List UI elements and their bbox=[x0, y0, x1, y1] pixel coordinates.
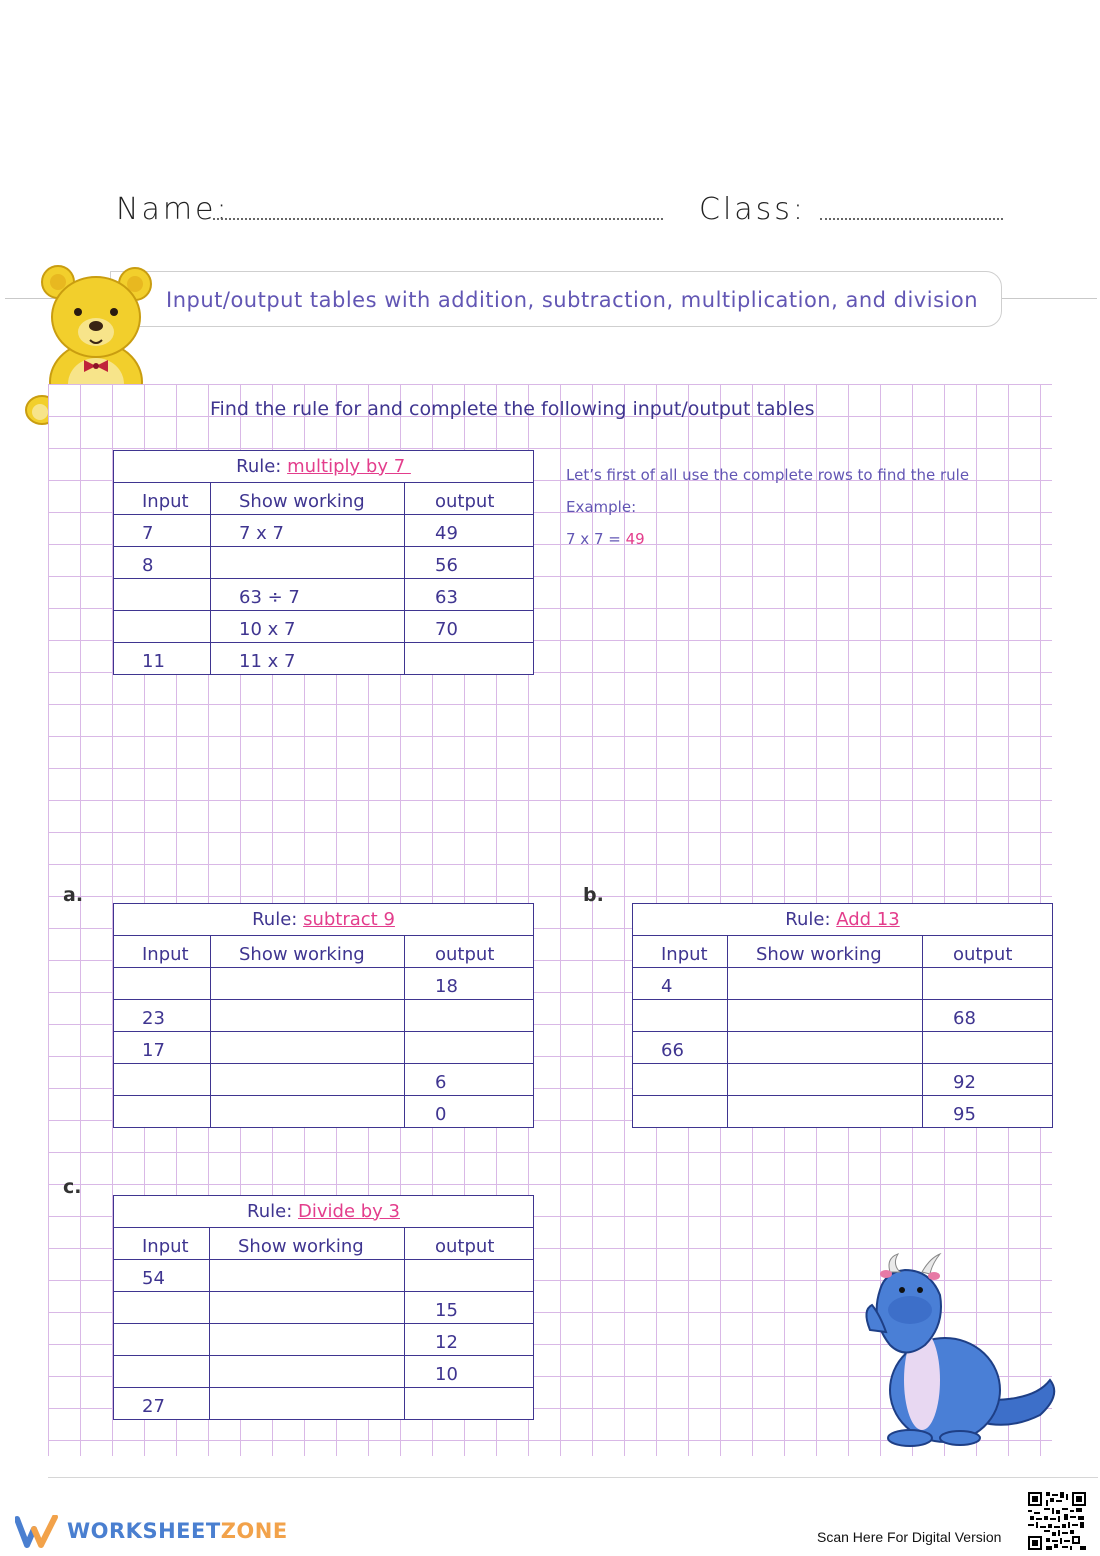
rule-prefix: Rule: bbox=[252, 908, 304, 930]
example-equation: 7 x 7 = bbox=[566, 530, 626, 548]
header-row bbox=[114, 483, 534, 515]
rule-value: Add 13 bbox=[836, 908, 900, 930]
table-row bbox=[114, 1260, 534, 1292]
footer-divider bbox=[48, 1477, 1098, 1478]
table-b bbox=[632, 903, 1053, 1128]
table-row bbox=[633, 1000, 1053, 1032]
input-cell[interactable] bbox=[633, 1000, 728, 1032]
working-cell[interactable] bbox=[211, 547, 405, 579]
working-cell[interactable] bbox=[728, 1000, 923, 1032]
working-cell: 10 x 7 bbox=[211, 611, 405, 643]
column-header-input: Input bbox=[114, 936, 211, 968]
input-cell: 54 bbox=[114, 1260, 210, 1292]
table-row bbox=[633, 968, 1053, 1000]
input-cell: 23 bbox=[114, 1000, 211, 1032]
header-row bbox=[114, 1228, 534, 1260]
output-cell: 10 bbox=[405, 1356, 534, 1388]
input-cell[interactable] bbox=[114, 1096, 211, 1128]
section-c-label: c. bbox=[63, 1176, 82, 1198]
working-cell[interactable] bbox=[211, 1064, 405, 1096]
example-table bbox=[113, 450, 534, 675]
working-cell[interactable] bbox=[211, 1032, 405, 1064]
output-cell[interactable] bbox=[923, 968, 1053, 1000]
rule-row bbox=[114, 904, 534, 936]
rule-value: Divide by 3 bbox=[298, 1200, 400, 1222]
table-row bbox=[114, 1000, 534, 1032]
table-a bbox=[113, 903, 534, 1128]
column-header-input: Input bbox=[633, 936, 728, 968]
working-cell[interactable] bbox=[211, 1000, 405, 1032]
input-cell: 27 bbox=[114, 1388, 210, 1420]
table-row bbox=[633, 1096, 1053, 1128]
column-header-working: Show working bbox=[211, 483, 405, 515]
working-cell[interactable] bbox=[210, 1324, 405, 1356]
scan-text: Scan Here For Digital Version bbox=[817, 1529, 1002, 1545]
header-row bbox=[114, 936, 534, 968]
output-cell: 56 bbox=[405, 547, 534, 579]
column-header-working: Show working bbox=[728, 936, 923, 968]
output-cell: 18 bbox=[405, 968, 534, 1000]
rule-cell bbox=[633, 904, 1053, 936]
worksheetzone-logo-icon bbox=[15, 1515, 61, 1549]
example-note-line3 bbox=[566, 530, 645, 548]
output-cell: 0 bbox=[405, 1096, 534, 1128]
output-cell: 68 bbox=[923, 1000, 1053, 1032]
input-cell: 66 bbox=[633, 1032, 728, 1064]
title-rule-right bbox=[1000, 298, 1097, 299]
table-row bbox=[114, 968, 534, 1000]
working-cell[interactable] bbox=[728, 1064, 923, 1096]
class-blank-line[interactable] bbox=[820, 218, 1003, 220]
input-cell[interactable] bbox=[114, 1324, 210, 1356]
working-cell[interactable] bbox=[210, 1388, 405, 1420]
output-cell: 92 bbox=[923, 1064, 1053, 1096]
column-header-working: Show working bbox=[211, 936, 405, 968]
table-row bbox=[114, 1388, 534, 1420]
instruction-text: Find the rule for and complete the following input/output tables bbox=[210, 398, 815, 420]
rule-prefix: Rule: bbox=[785, 908, 837, 930]
input-cell[interactable] bbox=[114, 1356, 210, 1388]
rule-cell bbox=[114, 1196, 534, 1228]
rule-row bbox=[114, 1196, 534, 1228]
input-cell[interactable] bbox=[114, 1064, 211, 1096]
table-row bbox=[633, 1032, 1053, 1064]
output-cell: 49 bbox=[405, 515, 534, 547]
input-cell[interactable] bbox=[114, 611, 211, 643]
worksheetzone-brand[interactable] bbox=[67, 1519, 288, 1543]
example-note-line2: Example: bbox=[566, 498, 637, 516]
input-cell: 7 bbox=[114, 515, 211, 547]
output-cell[interactable] bbox=[405, 1260, 534, 1292]
section-b-label: b. bbox=[583, 884, 604, 906]
section-a-label: a. bbox=[63, 884, 84, 906]
table-row bbox=[114, 1032, 534, 1064]
table-row bbox=[114, 547, 534, 579]
table-row bbox=[114, 1064, 534, 1096]
output-cell: 6 bbox=[405, 1064, 534, 1096]
output-cell: 70 bbox=[405, 611, 534, 643]
table-row bbox=[114, 1324, 534, 1356]
input-cell[interactable] bbox=[114, 579, 211, 611]
working-cell[interactable] bbox=[211, 968, 405, 1000]
input-cell: 17 bbox=[114, 1032, 211, 1064]
input-cell[interactable] bbox=[633, 1064, 728, 1096]
input-cell: 4 bbox=[633, 968, 728, 1000]
output-cell[interactable] bbox=[405, 643, 534, 675]
input-cell[interactable] bbox=[114, 968, 211, 1000]
output-cell[interactable] bbox=[405, 1388, 534, 1420]
table-row bbox=[633, 1064, 1053, 1096]
rule-value: multiply by 7 bbox=[287, 455, 411, 477]
rule-row bbox=[114, 451, 534, 483]
output-cell[interactable] bbox=[923, 1032, 1053, 1064]
input-cell[interactable] bbox=[633, 1096, 728, 1128]
table-row bbox=[114, 1096, 534, 1128]
qr-code-icon[interactable] bbox=[1028, 1492, 1086, 1550]
table-row bbox=[114, 579, 534, 611]
column-header-input: Input bbox=[114, 483, 211, 515]
rule-prefix: Rule: bbox=[236, 455, 288, 477]
table-c bbox=[113, 1195, 534, 1420]
output-cell: 95 bbox=[923, 1096, 1053, 1128]
name-label: Name: bbox=[116, 192, 230, 227]
rule-row bbox=[633, 904, 1053, 936]
rule-cell bbox=[114, 904, 534, 936]
working-cell[interactable] bbox=[211, 1096, 405, 1128]
example-note-line1: Let’s first of all use the complete rows to find the rule bbox=[566, 466, 970, 484]
class-label: Class: bbox=[699, 192, 807, 227]
input-cell[interactable] bbox=[114, 1292, 210, 1324]
table-row bbox=[114, 643, 534, 675]
output-cell[interactable] bbox=[405, 1032, 534, 1064]
worksheet-title: Input/output tables with addition, subtraction, multiplication, and division bbox=[166, 288, 979, 312]
output-cell: 15 bbox=[405, 1292, 534, 1324]
example-answer: 49 bbox=[625, 530, 645, 548]
output-cell[interactable] bbox=[405, 1000, 534, 1032]
working-cell: 63 ÷ 7 bbox=[211, 579, 405, 611]
column-header-input: Input bbox=[114, 1228, 210, 1260]
rule-cell bbox=[114, 451, 534, 483]
input-cell: 11 bbox=[114, 643, 211, 675]
input-cell: 8 bbox=[114, 547, 211, 579]
column-header-output: output bbox=[405, 1228, 534, 1260]
working-cell[interactable] bbox=[210, 1356, 405, 1388]
working-cell[interactable] bbox=[210, 1260, 405, 1292]
column-header-output: output bbox=[405, 483, 534, 515]
header-row bbox=[633, 936, 1053, 968]
working-cell: 7 x 7 bbox=[211, 515, 405, 547]
working-cell[interactable] bbox=[728, 968, 923, 1000]
working-cell[interactable] bbox=[728, 1032, 923, 1064]
name-blank-line[interactable] bbox=[213, 218, 663, 220]
column-header-working: Show working bbox=[210, 1228, 405, 1260]
output-cell: 63 bbox=[405, 579, 534, 611]
dragon-illustration bbox=[850, 1250, 1065, 1448]
table-row bbox=[114, 515, 534, 547]
working-cell[interactable] bbox=[210, 1292, 405, 1324]
working-cell: 11 x 7 bbox=[211, 643, 405, 675]
output-cell: 12 bbox=[405, 1324, 534, 1356]
rule-prefix: Rule: bbox=[247, 1200, 298, 1222]
column-header-output: output bbox=[923, 936, 1053, 968]
working-cell[interactable] bbox=[728, 1096, 923, 1128]
rule-value: subtract 9 bbox=[303, 908, 395, 930]
table-row bbox=[114, 611, 534, 643]
column-header-output: output bbox=[405, 936, 534, 968]
brand-worksheet: WORKSHEET bbox=[67, 1519, 221, 1543]
table-row bbox=[114, 1292, 534, 1324]
brand-zone: ZONE bbox=[220, 1519, 288, 1543]
table-row bbox=[114, 1356, 534, 1388]
